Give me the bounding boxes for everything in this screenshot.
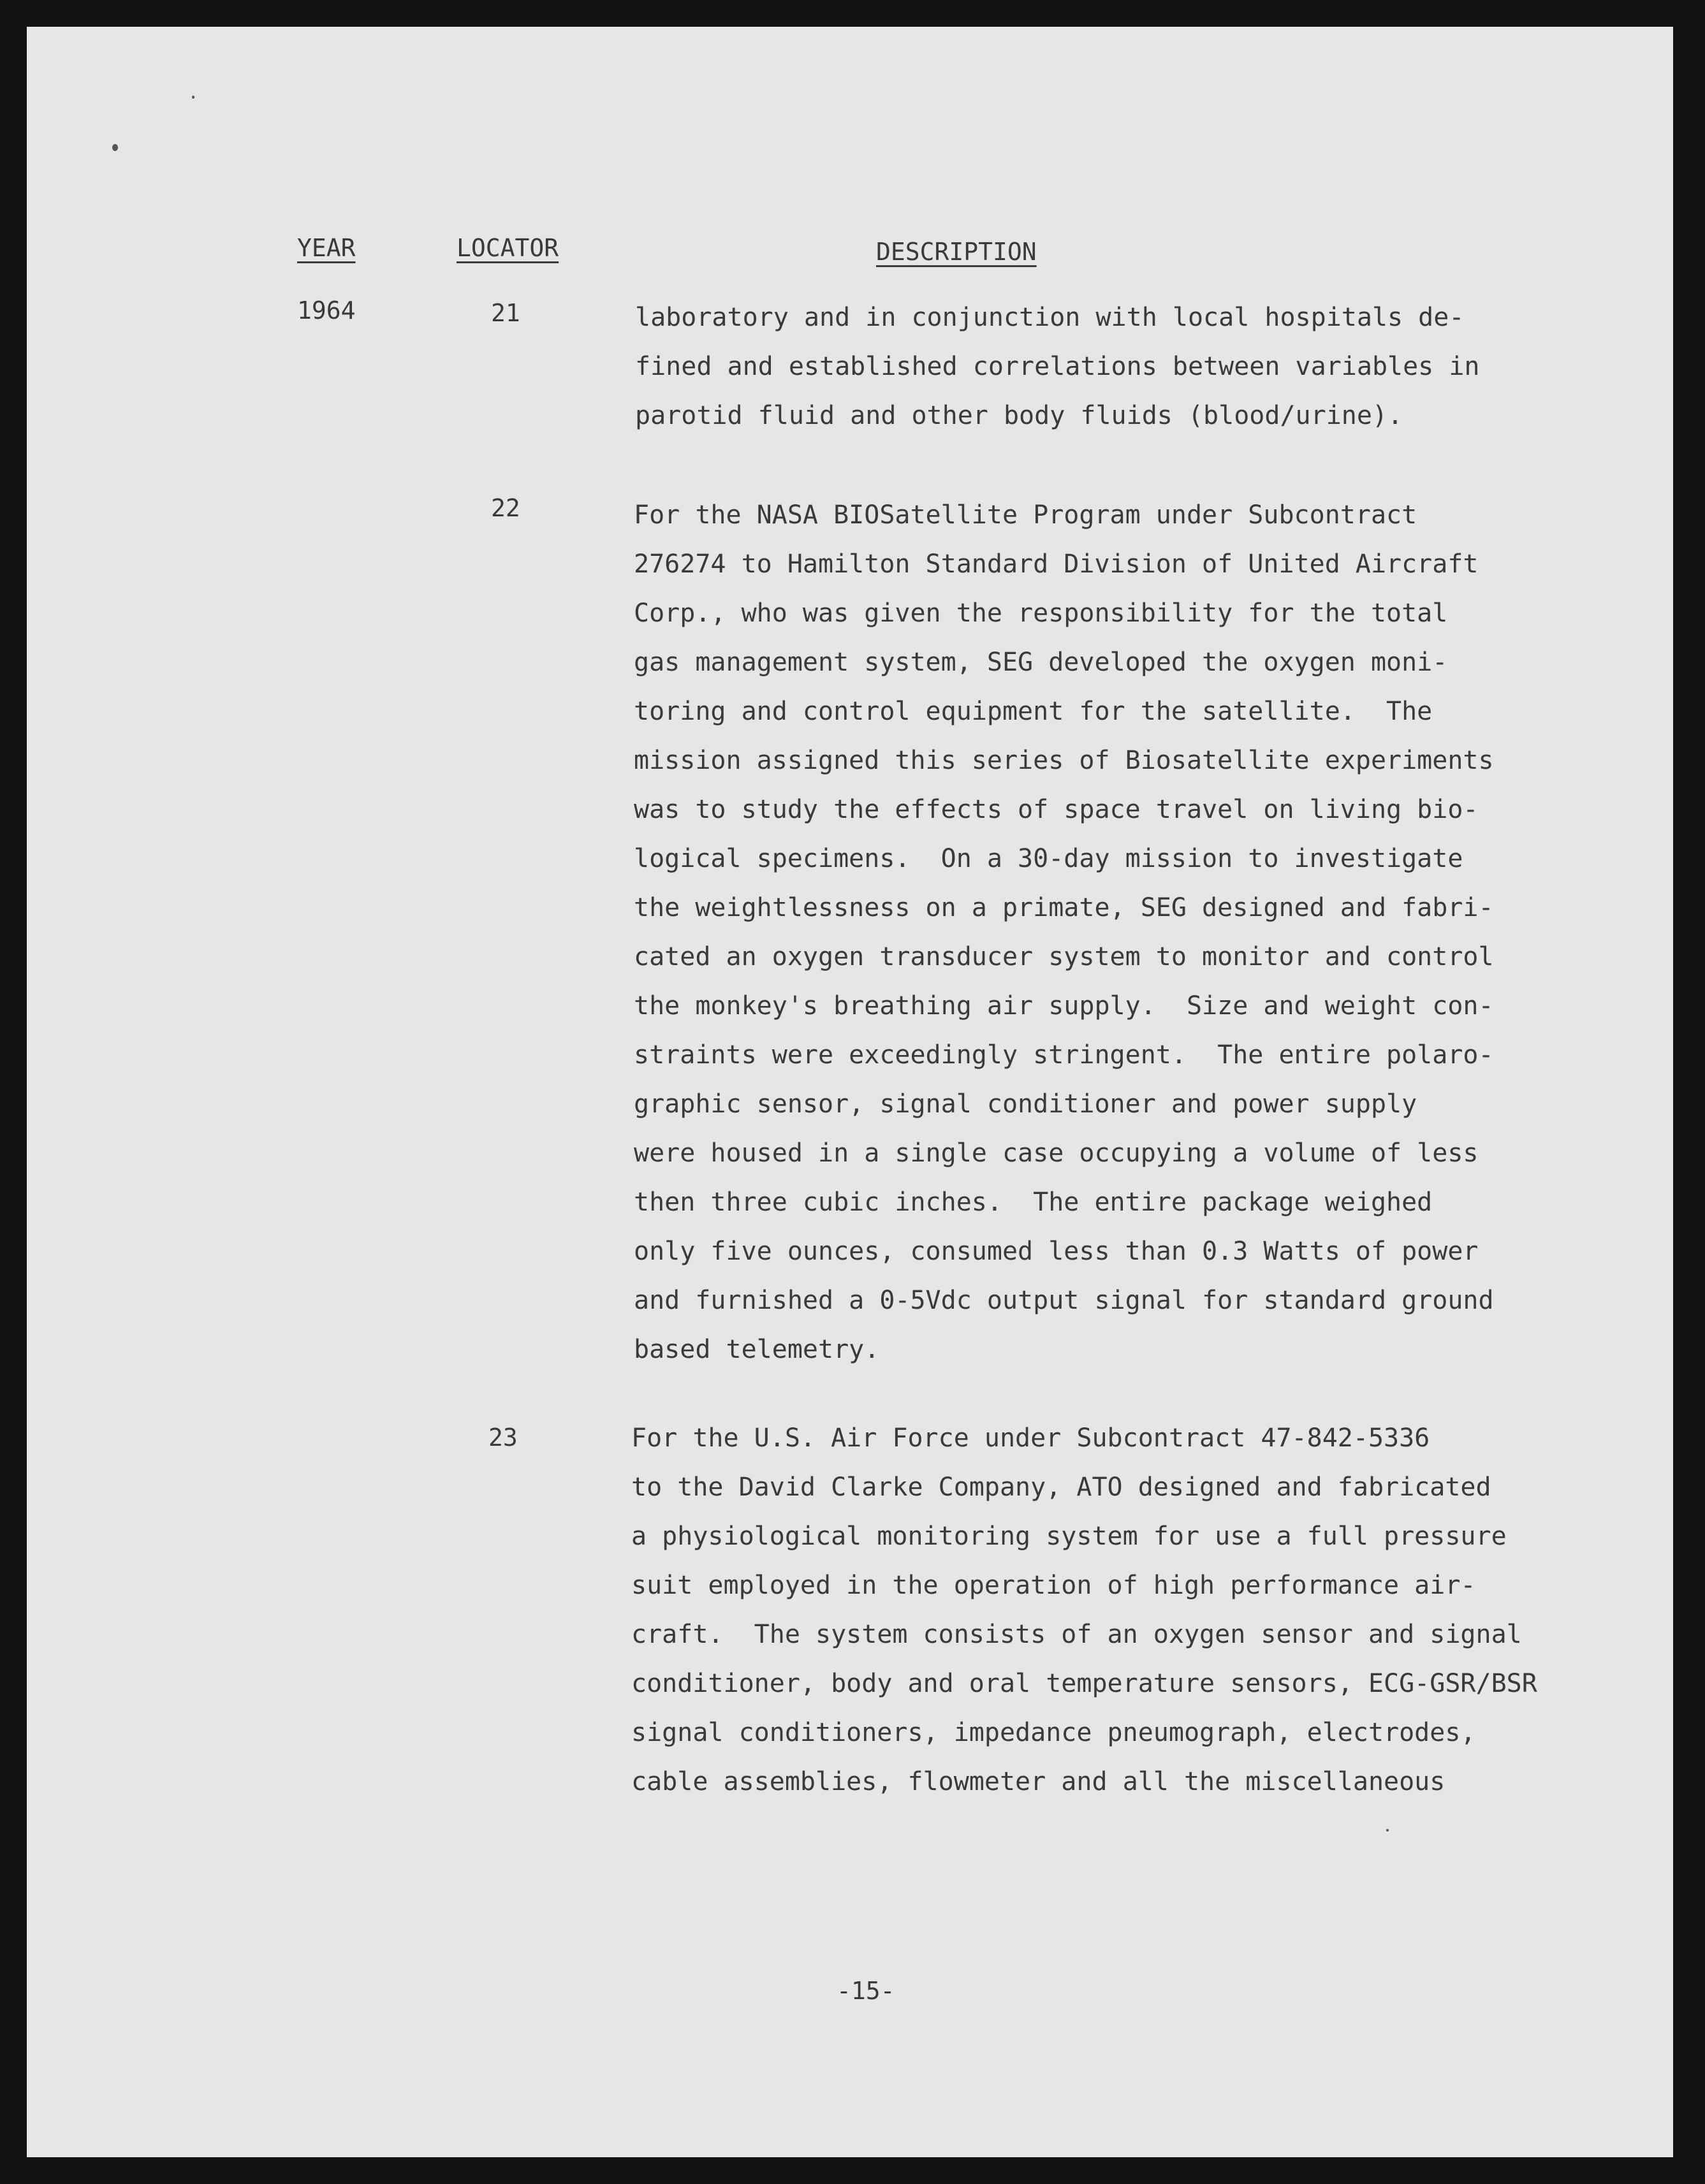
locator-value: 21: [491, 299, 520, 327]
description-line: the weightlessness on a primate, SEG designed and fabri-: [634, 893, 1494, 922]
description-line: fined and established correlations between variables in: [635, 352, 1480, 381]
description-line: were housed in a single case occupying a volume of less: [634, 1139, 1479, 1168]
description-line: based telemetry.: [634, 1335, 880, 1364]
description-line: a physiological monitoring system for use a full pressure: [631, 1522, 1507, 1551]
year-value: 1964: [297, 296, 356, 324]
scan-speck: [112, 144, 118, 151]
page-number: -15-: [837, 1977, 895, 2005]
description-line: to the David Clarke Company, ATO designed and fabricated: [631, 1473, 1491, 1502]
description-line: mission assigned this series of Biosatellite experiments: [634, 746, 1494, 775]
description-line: craft. The system consists of an oxygen sensor and signal: [631, 1620, 1522, 1649]
description-line: logical specimens. On a 30-day mission to investigate: [634, 844, 1463, 873]
description-line: straints were exceedingly stringent. The entire polaro-: [634, 1040, 1494, 1070]
description-line: then three cubic inches. The entire package weighed: [634, 1188, 1433, 1217]
description-line: was to study the effects of space travel on living bio-: [634, 795, 1479, 824]
locator-value: 23: [488, 1423, 518, 1452]
description-line: and furnished a 0-5Vdc output signal for standard ground: [634, 1286, 1494, 1315]
description-line: graphic sensor, signal conditioner and power supply: [634, 1089, 1417, 1119]
description-line: For the U.S. Air Force under Subcontract 47-842-5336: [631, 1423, 1430, 1453]
description-line: gas management system, SEG developed the oxygen moni-: [634, 648, 1448, 677]
description-line: suit employed in the operation of high performance air-: [631, 1571, 1476, 1600]
column-header-year: YEAR: [297, 234, 356, 262]
description-line: the monkey's breathing air supply. Size and weight con-: [634, 991, 1494, 1021]
description-line: parotid fluid and other body fluids (blood/urine).: [635, 401, 1403, 430]
column-header-description: DESCRIPTION: [876, 238, 1037, 266]
scan-speck: [1386, 1829, 1389, 1831]
description-line: only five ounces, consumed less than 0.3 Watts of power: [634, 1237, 1479, 1266]
description-line: cable assemblies, flowmeter and all the miscellaneous: [631, 1767, 1445, 1796]
description-line: signal conditioners, impedance pneumograph, electrodes,: [631, 1718, 1476, 1747]
description-line: Corp., who was given the responsibility for the total: [634, 599, 1448, 628]
description-line: laboratory and in conjunction with local hospitals de-: [635, 303, 1465, 332]
column-header-locator: LOCATOR: [457, 234, 559, 262]
description-line: For the NASA BIOSatellite Program under Subcontract: [634, 500, 1417, 530]
description-line: 276274 to Hamilton Standard Division of United Aircraft: [634, 550, 1479, 579]
description-line: conditioner, body and oral temperature sensors, ECG-GSR/BSR: [631, 1669, 1537, 1698]
description-line: cated an oxygen transducer system to monitor and control: [634, 942, 1494, 972]
locator-value: 22: [491, 494, 520, 522]
scan-speck: [192, 96, 194, 99]
description-line: toring and control equipment for the satellite. The: [634, 697, 1433, 726]
